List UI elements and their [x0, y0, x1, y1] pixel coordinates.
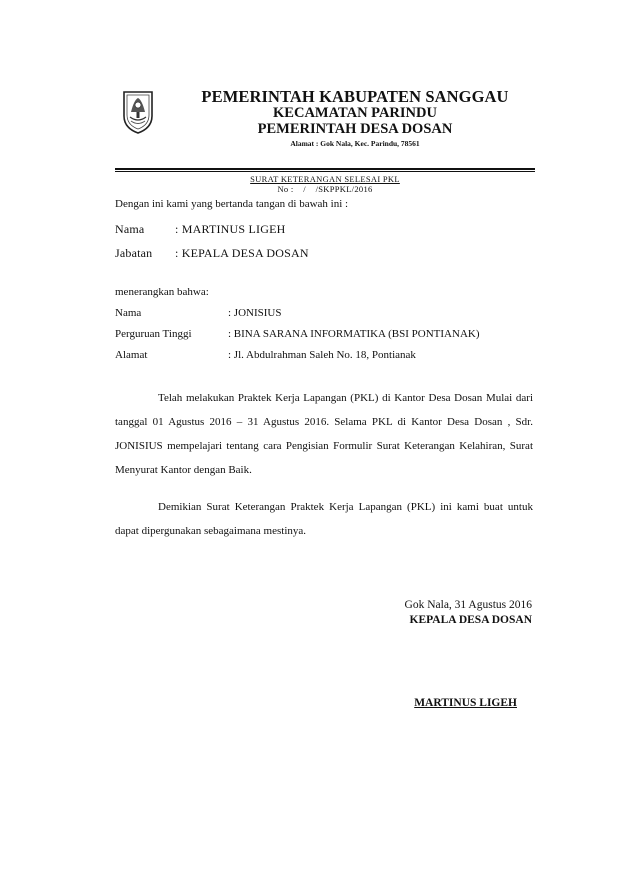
body-paragraph-2-text: Demikian Surat Keterangan Praktek Kerja Lapangan (PKL) ini kami buat untuk dapat dipergunakan sebagaimana mestinya.	[115, 501, 533, 537]
letterhead-divider-thick	[115, 168, 535, 170]
closing-place-date: Gok Nala, 31 Agustus 2016	[404, 599, 532, 611]
body-paragraph-2	[115, 495, 533, 543]
letter-heading: SURAT KETERANGAN SELESAI PKL	[250, 174, 400, 184]
letter-title	[115, 174, 535, 194]
signatory-name-value: : MARTINUS LIGEH	[175, 222, 286, 236]
student-school-value: : BINA SARANA INFORMATIKA (BSI PONTIANAK)	[228, 328, 480, 340]
student-school-label: Perguruan Tinggi	[115, 328, 192, 340]
letterhead	[160, 88, 550, 151]
student-address-value: : Jl. Abdulrahman Saleh No. 18, Pontianak	[228, 349, 416, 361]
regency-coat-of-arms-icon	[121, 90, 155, 134]
letterhead-address: Alamat : Gok Nala, Kec. Parindu, 78561	[290, 139, 420, 148]
signatory-name-label: Nama	[115, 222, 145, 236]
letterhead-village: PEMERINTAH DESA DOSAN	[257, 121, 453, 137]
signatory-position-label: Jabatan	[115, 246, 153, 260]
letter-number: No : / /SKPPKL/2016	[277, 184, 373, 194]
body-paragraph-1-text: Telah melakukan Praktek Kerja Lapangan (PKL) di Kantor Desa Dosan Mulai dari tanggal 01 Agustus 2016 – 31 Agustus 2016. Selama PKL di Kantor Desa Dosan , Sdr. JONISIUS mempelajari tentang cara Pengisian Formulir Surat Keterangan Kelahiran, Surat Menyurat Kantor dengan Baik.	[115, 392, 533, 476]
body-paragraph-1	[115, 386, 533, 482]
closing-position: KEPALA DESA DOSAN	[409, 614, 532, 626]
letterhead-district: KECAMATAN PARINDU	[273, 105, 437, 121]
signer-name: MARTINUS LIGEH	[414, 697, 517, 709]
letterhead-regency: PEMERINTAH KABUPATEN SANGGAU	[201, 87, 509, 106]
states-text: menerangkan bahwa:	[115, 286, 209, 298]
signatory-position-value: : KEPALA DESA DOSAN	[175, 246, 309, 260]
student-name-value: : JONISIUS	[228, 307, 282, 319]
student-address-label: Alamat	[115, 349, 148, 361]
letterhead-divider-thin	[115, 171, 535, 172]
intro-text: Dengan ini kami yang bertanda tangan di bawah ini :	[115, 198, 349, 210]
student-name-label: Nama	[115, 307, 142, 319]
